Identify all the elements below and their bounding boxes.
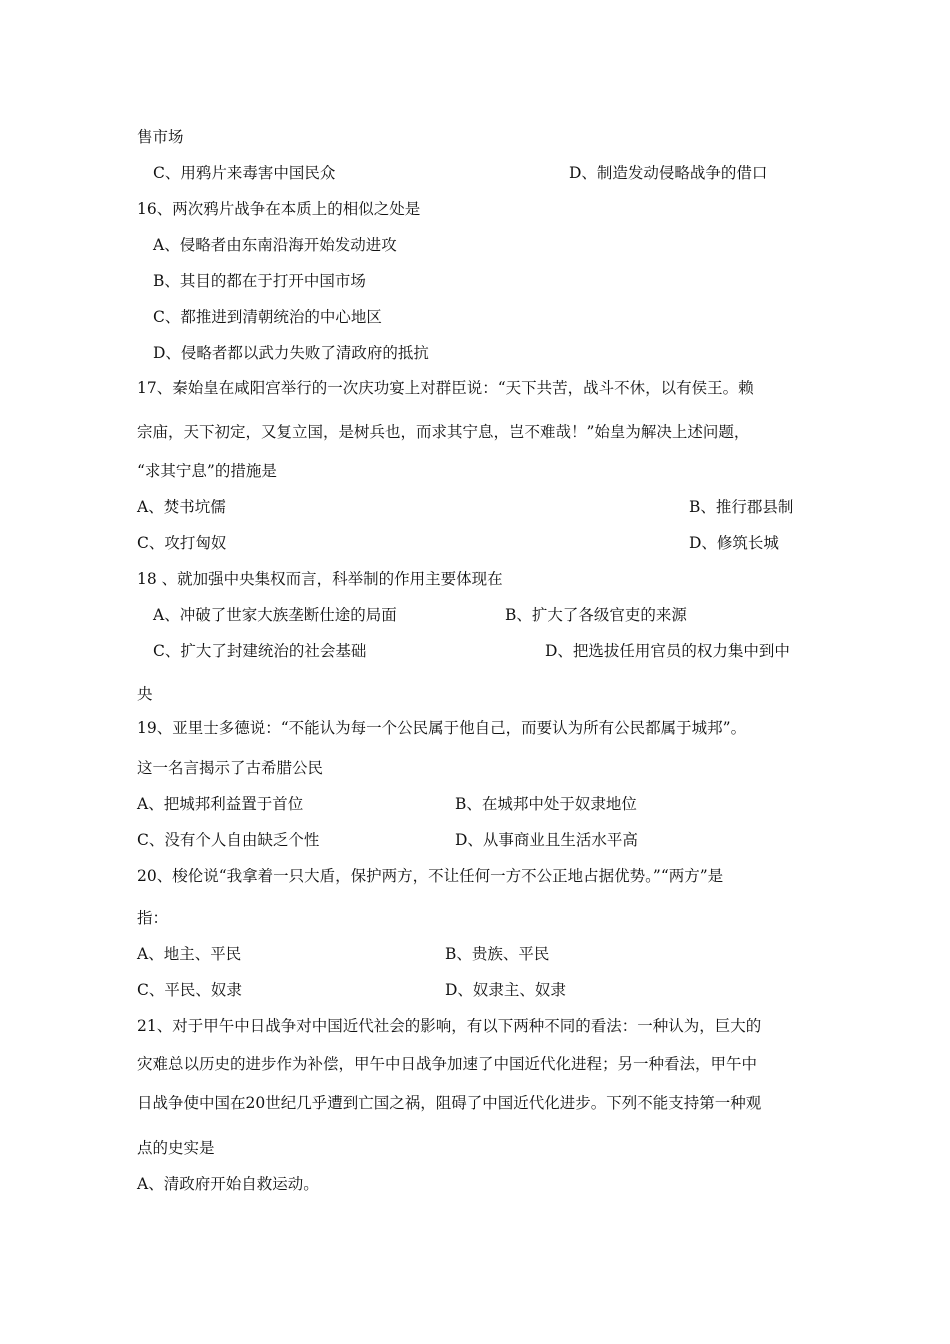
question-16: 16、两次鸦片战争在本质上的相似之处是: [137, 200, 421, 218]
option-d: D、从事商业且生活水平高: [455, 831, 638, 849]
option-c: C、扩大了封建统治的社会基础: [153, 642, 367, 660]
question-19: 19、亚里士多德说：“不能认为每一个公民属于他自己，而要认为所有公民都属于城邦”。: [137, 719, 747, 737]
option-b: B、在城邦中处于奴隶地位: [455, 795, 637, 813]
option-c: C、用鸦片来毒害中国民众: [153, 164, 336, 182]
option-c: C、都推进到清朝统治的中心地区: [153, 308, 382, 326]
text-line: 央: [137, 685, 153, 703]
question-21-cont: 点的史实是: [137, 1139, 215, 1157]
option-a: A、侵略者由东南沿海开始发动进攻: [153, 236, 397, 254]
option-d: D、把选拔任用官员的权力集中到中: [545, 642, 790, 660]
question-17-cont: 宗庙，天下初定，又复立国，是树兵也，而求其宁息，岂不难哉！”始皇为解决上述问题，: [137, 423, 750, 441]
question-18: 18 、就加强中央集权而言，科举制的作用主要体现在: [137, 570, 503, 588]
question-21: 21、对于甲午中日战争对中国近代社会的影响，有以下两种不同的看法：一种认为，巨大的: [137, 1017, 762, 1035]
option-a: A、冲破了世家大族垄断仕途的局面: [153, 606, 397, 624]
question-19-cont: 这一名言揭示了古希腊公民: [137, 759, 324, 777]
option-c: C、没有个人自由缺乏个性: [137, 831, 320, 849]
option-c: C、攻打匈奴: [137, 534, 227, 552]
option-b: B、推行郡县制: [689, 498, 794, 516]
option-d: D、奴隶主、奴隶: [445, 981, 566, 999]
option-b: B、其目的都在于打开中国市场: [153, 272, 366, 290]
question-20: 20、梭伦说“我拿着一只大盾，保护两方，不让任何一方不公正地占据优势。”“两方”是: [137, 867, 724, 885]
question-17-cont: “求其宁息”的措施是: [137, 462, 277, 480]
option-a: A、把城邦利益置于首位: [137, 795, 304, 813]
option-c: C、平民、奴隶: [137, 981, 242, 999]
option-d: D、修筑长城: [689, 534, 779, 552]
option-b: B、贵族、平民: [445, 945, 550, 963]
option-a: A、清政府开始自救运动。: [137, 1175, 319, 1193]
option-d: D、侵略者都以武力失败了清政府的抵抗: [153, 344, 429, 362]
option-b: B、扩大了各级官吏的来源: [505, 606, 687, 624]
question-21-cont: 日战争使中国在20世纪几乎遭到亡国之祸，阻碍了中国近代化进步。下列不能支持第一种观: [137, 1094, 762, 1112]
option-d: D、制造发动侵略战争的借口: [569, 164, 768, 182]
question-20-cont: 指：: [137, 909, 169, 927]
option-a: A、地主、平民: [137, 945, 242, 963]
question-21-cont: 灾难总以历史的进步作为补偿，甲午中日战争加速了中国近代化进程；另一种看法，甲午中: [137, 1055, 758, 1073]
text-line: 售市场: [137, 128, 184, 146]
option-a: A、焚书坑儒: [137, 498, 226, 516]
question-17: 17、秦始皇在咸阳宫举行的一次庆功宴上对群臣说：“天下共苦，战斗不休，以有侯王。赖: [137, 379, 754, 397]
